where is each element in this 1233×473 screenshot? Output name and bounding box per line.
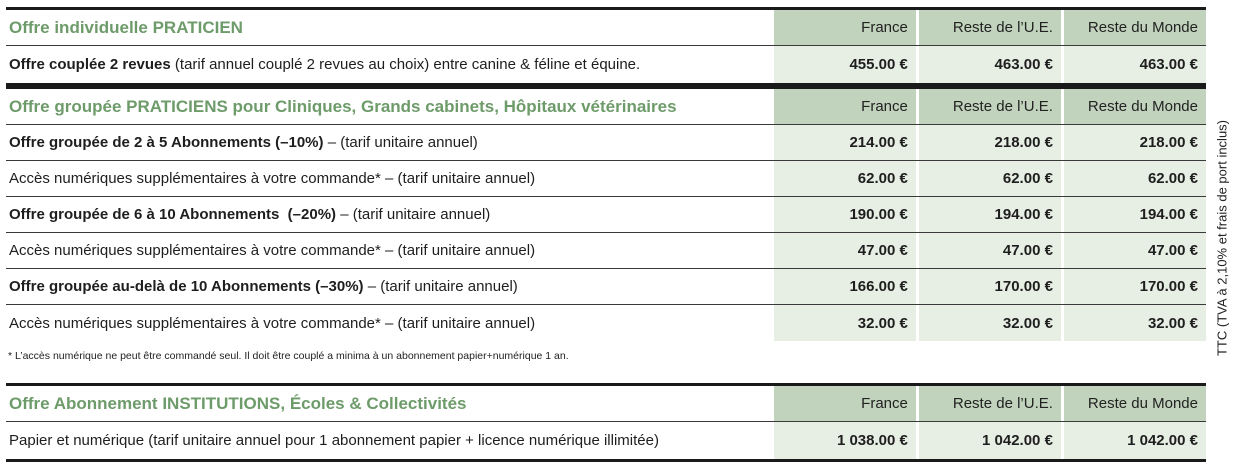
row-label <box>6 269 771 304</box>
section-title: Offre Abonnement INSTITUTIONS, Écoles & Collectivités <box>9 393 467 413</box>
section-title: Offre groupée PRATICIENS pour Cliniques, Grands cabinets, Hôpitaux vétérinaires <box>9 96 677 116</box>
table-row <box>6 46 1206 86</box>
column-header-world: Reste du Monde <box>1064 10 1206 45</box>
price-france: 214.00 € <box>774 125 916 160</box>
price-world: 32.00 € <box>1064 305 1206 341</box>
column-header-world: Reste du Monde <box>1064 386 1206 421</box>
column-header-france: France <box>774 89 916 124</box>
row-label-rest: Accès numériques supplémentaires à votre commande* – (tarif unitaire annuel) <box>9 170 536 187</box>
row-label-rest: Accès numériques supplémentaires à votre commande* – (tarif unitaire annuel) <box>9 242 536 259</box>
price-france: 1 038.00 € <box>774 422 916 459</box>
column-header-eu: Reste de l’U.E. <box>919 386 1061 421</box>
section-title: Offre individuelle PRATICIEN <box>9 17 243 37</box>
price-france: 47.00 € <box>774 233 916 268</box>
table-row <box>6 161 1206 197</box>
price-france: 190.00 € <box>774 197 916 232</box>
row-label-bold: Offre couplée 2 revues <box>9 56 171 73</box>
row-label <box>6 46 771 83</box>
section-header <box>6 89 1206 125</box>
row-label-rest: (tarif annuel couplé 2 revues au choix) entre canine & féline et équine. <box>170 56 641 73</box>
row-label-rest: – (tarif unitaire annuel) <box>323 134 478 151</box>
row-label-bold: Offre groupée de 2 à 5 Abonnements (–10%) <box>9 134 324 151</box>
price-world: 463.00 € <box>1064 46 1206 83</box>
price-france: 166.00 € <box>774 269 916 304</box>
section-header <box>6 10 1206 46</box>
price-france: 62.00 € <box>774 161 916 196</box>
section-individual <box>6 7 1206 86</box>
table-row <box>6 269 1206 305</box>
row-label-rest: Accès numériques supplémentaires à votre commande* – (tarif unitaire annuel) <box>9 314 536 332</box>
price-world: 194.00 € <box>1064 197 1206 232</box>
table-row <box>6 125 1206 161</box>
table-row <box>6 422 1206 462</box>
row-label <box>6 197 771 232</box>
price-eu: 194.00 € <box>919 197 1061 232</box>
row-label <box>6 161 771 196</box>
price-eu: 62.00 € <box>919 161 1061 196</box>
footnote: * L’accès numérique ne peut être commandé seul. Il doit être couplé a minima à un abonnement papier+numérique 1 an. <box>8 350 569 362</box>
price-france: 32.00 € <box>774 305 916 341</box>
price-world: 1 042.00 € <box>1064 422 1206 459</box>
table-row <box>6 233 1206 269</box>
price-eu: 32.00 € <box>919 305 1061 341</box>
row-label-bold: Offre groupée au-delà de 10 Abonnements (–30%) <box>9 278 364 295</box>
row-label-bold: Offre groupée de 6 à 10 Abonnements (–20%) <box>9 206 337 223</box>
price-eu: 463.00 € <box>919 46 1061 83</box>
row-label <box>6 422 771 459</box>
row-label <box>6 125 771 160</box>
price-eu: 170.00 € <box>919 269 1061 304</box>
section-group <box>6 86 1206 341</box>
price-world: 170.00 € <box>1064 269 1206 304</box>
column-header-france: France <box>774 10 916 45</box>
row-label <box>6 233 771 268</box>
table-row <box>6 197 1206 233</box>
price-eu: 218.00 € <box>919 125 1061 160</box>
column-header-france: France <box>774 386 916 421</box>
price-world: 47.00 € <box>1064 233 1206 268</box>
row-label-rest: – (tarif unitaire annuel) <box>363 278 518 295</box>
table-row <box>6 305 1206 341</box>
price-world: 218.00 € <box>1064 125 1206 160</box>
row-label <box>6 305 771 341</box>
row-label-rest: – (tarif unitaire annuel) <box>336 206 491 223</box>
price-eu: 47.00 € <box>919 233 1061 268</box>
column-header-eu: Reste de l’U.E. <box>919 89 1061 124</box>
side-note-text: TTC (TVA à 2,10% et frais de port inclus) <box>1214 119 1230 357</box>
row-label-rest: Papier et numérique (tarif unitaire annuel pour 1 abonnement papier + licence numérique illimitée) <box>9 432 659 449</box>
section-header <box>6 386 1206 422</box>
price-france: 455.00 € <box>774 46 916 83</box>
section-institutions <box>6 383 1206 462</box>
column-header-eu: Reste de l’U.E. <box>919 10 1061 45</box>
column-header-world: Reste du Monde <box>1064 89 1206 124</box>
price-eu: 1 042.00 € <box>919 422 1061 459</box>
price-world: 62.00 € <box>1064 161 1206 196</box>
